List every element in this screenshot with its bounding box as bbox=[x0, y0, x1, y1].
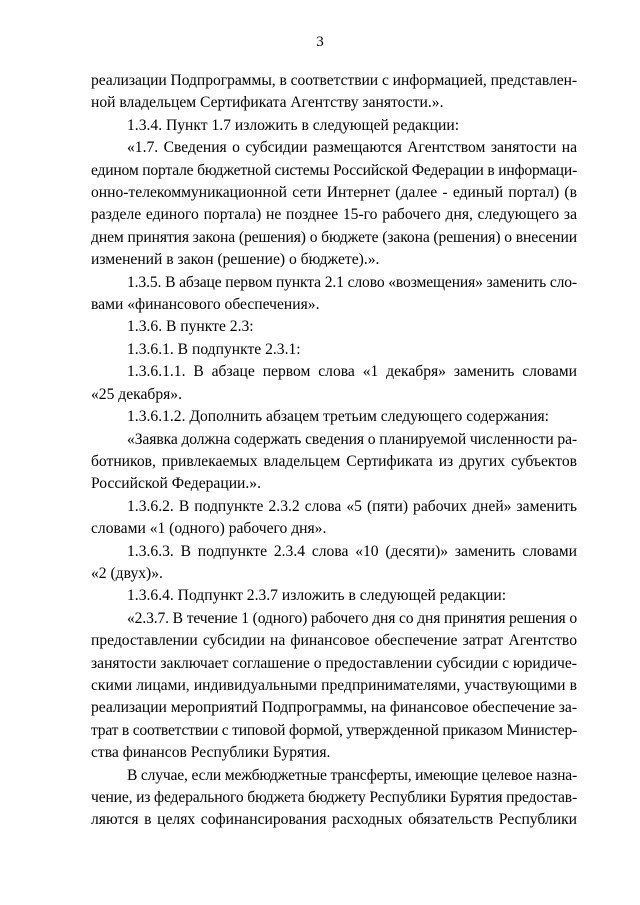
text-line: 1.3.4. Пункт 1.7 изложить в следующей редакции: bbox=[127, 116, 460, 134]
paragraph bbox=[91, 406, 577, 428]
text-line: Российской Федерации.». bbox=[91, 475, 261, 493]
text-line: «25 декабря». bbox=[91, 385, 183, 403]
text-line: реализации мероприятий Подпрограммы, на финансовое обеспечение за- bbox=[91, 699, 577, 717]
paragraph bbox=[91, 608, 577, 765]
page-number: 3 bbox=[316, 34, 324, 50]
text-line: занятости заключает соглашение о предоставлении субсидии с юридиче- bbox=[91, 654, 577, 672]
text-line: ляются в целях софинансирования расходных обязательств Республики bbox=[91, 811, 577, 829]
text-line: чение, из федерального бюджета бюджету Республики Бурятия предостав- bbox=[91, 789, 577, 806]
text-line: вами «финансового обеспечения». bbox=[91, 296, 320, 314]
text-line: разделе единого портала) не позднее 15-го рабочего дня, следующего за bbox=[91, 206, 577, 224]
text-line: предоставлении субсидии на финансовое обеспечение затрат Агентство bbox=[91, 632, 577, 650]
text-line: трат в соответствии с типовой формой, утвержденной приказом Министер- bbox=[91, 721, 577, 739]
text-line: «Заявка должна содержать сведения о планируемой численности ра- bbox=[127, 430, 578, 448]
text-line: 1.3.6.1.2. Дополнить абзацем третьим следующего содержания: bbox=[127, 408, 550, 426]
paragraph bbox=[91, 339, 577, 361]
text-line: ства финансов Республики Бурятия. bbox=[91, 744, 331, 762]
text-line: 1.3.6. В пункте 2.3: bbox=[127, 318, 254, 336]
text-line: скими лицами, индивидуальными предпринимателями, участвующими в bbox=[91, 676, 577, 694]
text-line: «1.7. Сведения о субсидии размещаются Агентством занятости на bbox=[127, 139, 577, 157]
text-line: ботников, привлекаемых владельцем Сертификата из других субъектов bbox=[91, 452, 577, 470]
text-line: 1.3.6.2. В подпункте 2.3.2 слова «5 (пяти) рабочих дней» заменить bbox=[127, 497, 577, 515]
text-line: 1.3.6.4. Подпункт 2.3.7 изложить в следующей редакции: bbox=[127, 587, 507, 605]
text-line: изменений в закон (решение) о бюджете).». bbox=[91, 251, 380, 269]
text-line: реализации Подпрограммы, в соответствии с информацией, представлен- bbox=[91, 72, 578, 89]
paragraph bbox=[91, 316, 577, 338]
paragraph bbox=[91, 765, 577, 832]
text-line: ной владельцем Сертификата Агентству занятости.». bbox=[91, 94, 444, 112]
text-line: 1.3.6.1. В подпункте 2.3.1: bbox=[127, 340, 301, 358]
paragraph bbox=[91, 137, 577, 271]
paragraph bbox=[91, 541, 577, 586]
paragraph bbox=[91, 496, 577, 541]
document-body bbox=[91, 70, 577, 832]
paragraph bbox=[91, 272, 577, 317]
paragraph bbox=[91, 115, 577, 137]
text-line: словами «1 (одного) рабочего дня». bbox=[91, 520, 327, 538]
paragraph bbox=[91, 361, 577, 406]
text-line: 1.3.6.1.1. В абзаце первом слова «1 декабря» заменить словами bbox=[127, 363, 577, 381]
text-line: «2 (двух)». bbox=[91, 564, 163, 582]
text-line: В случае, если межбюджетные трансферты, имеющие целевое назна- bbox=[127, 766, 577, 784]
paragraph bbox=[91, 70, 577, 115]
paragraph bbox=[91, 585, 577, 607]
text-line: «2.3.7. В течение 1 (одного) рабочего дня со дня принятия решения о bbox=[127, 609, 577, 627]
text-line: 1.3.5. В абзаце первом пункта 2.1 слово «возмещения» заменить сло- bbox=[127, 273, 577, 291]
text-line: онно-телекоммуникационной сети Интернет (далее - единый портал) (в bbox=[91, 184, 577, 202]
text-line: едином портале бюджетной системы Российской Федерации в информаци- bbox=[91, 161, 577, 179]
text-line: 1.3.6.3. В подпункте 2.3.4 слова «10 (десяти)» заменить словами bbox=[127, 542, 577, 560]
paragraph bbox=[91, 429, 577, 496]
text-line: днем принятия закона (решения) о бюджете (закона (решения) о внесении bbox=[91, 228, 577, 246]
